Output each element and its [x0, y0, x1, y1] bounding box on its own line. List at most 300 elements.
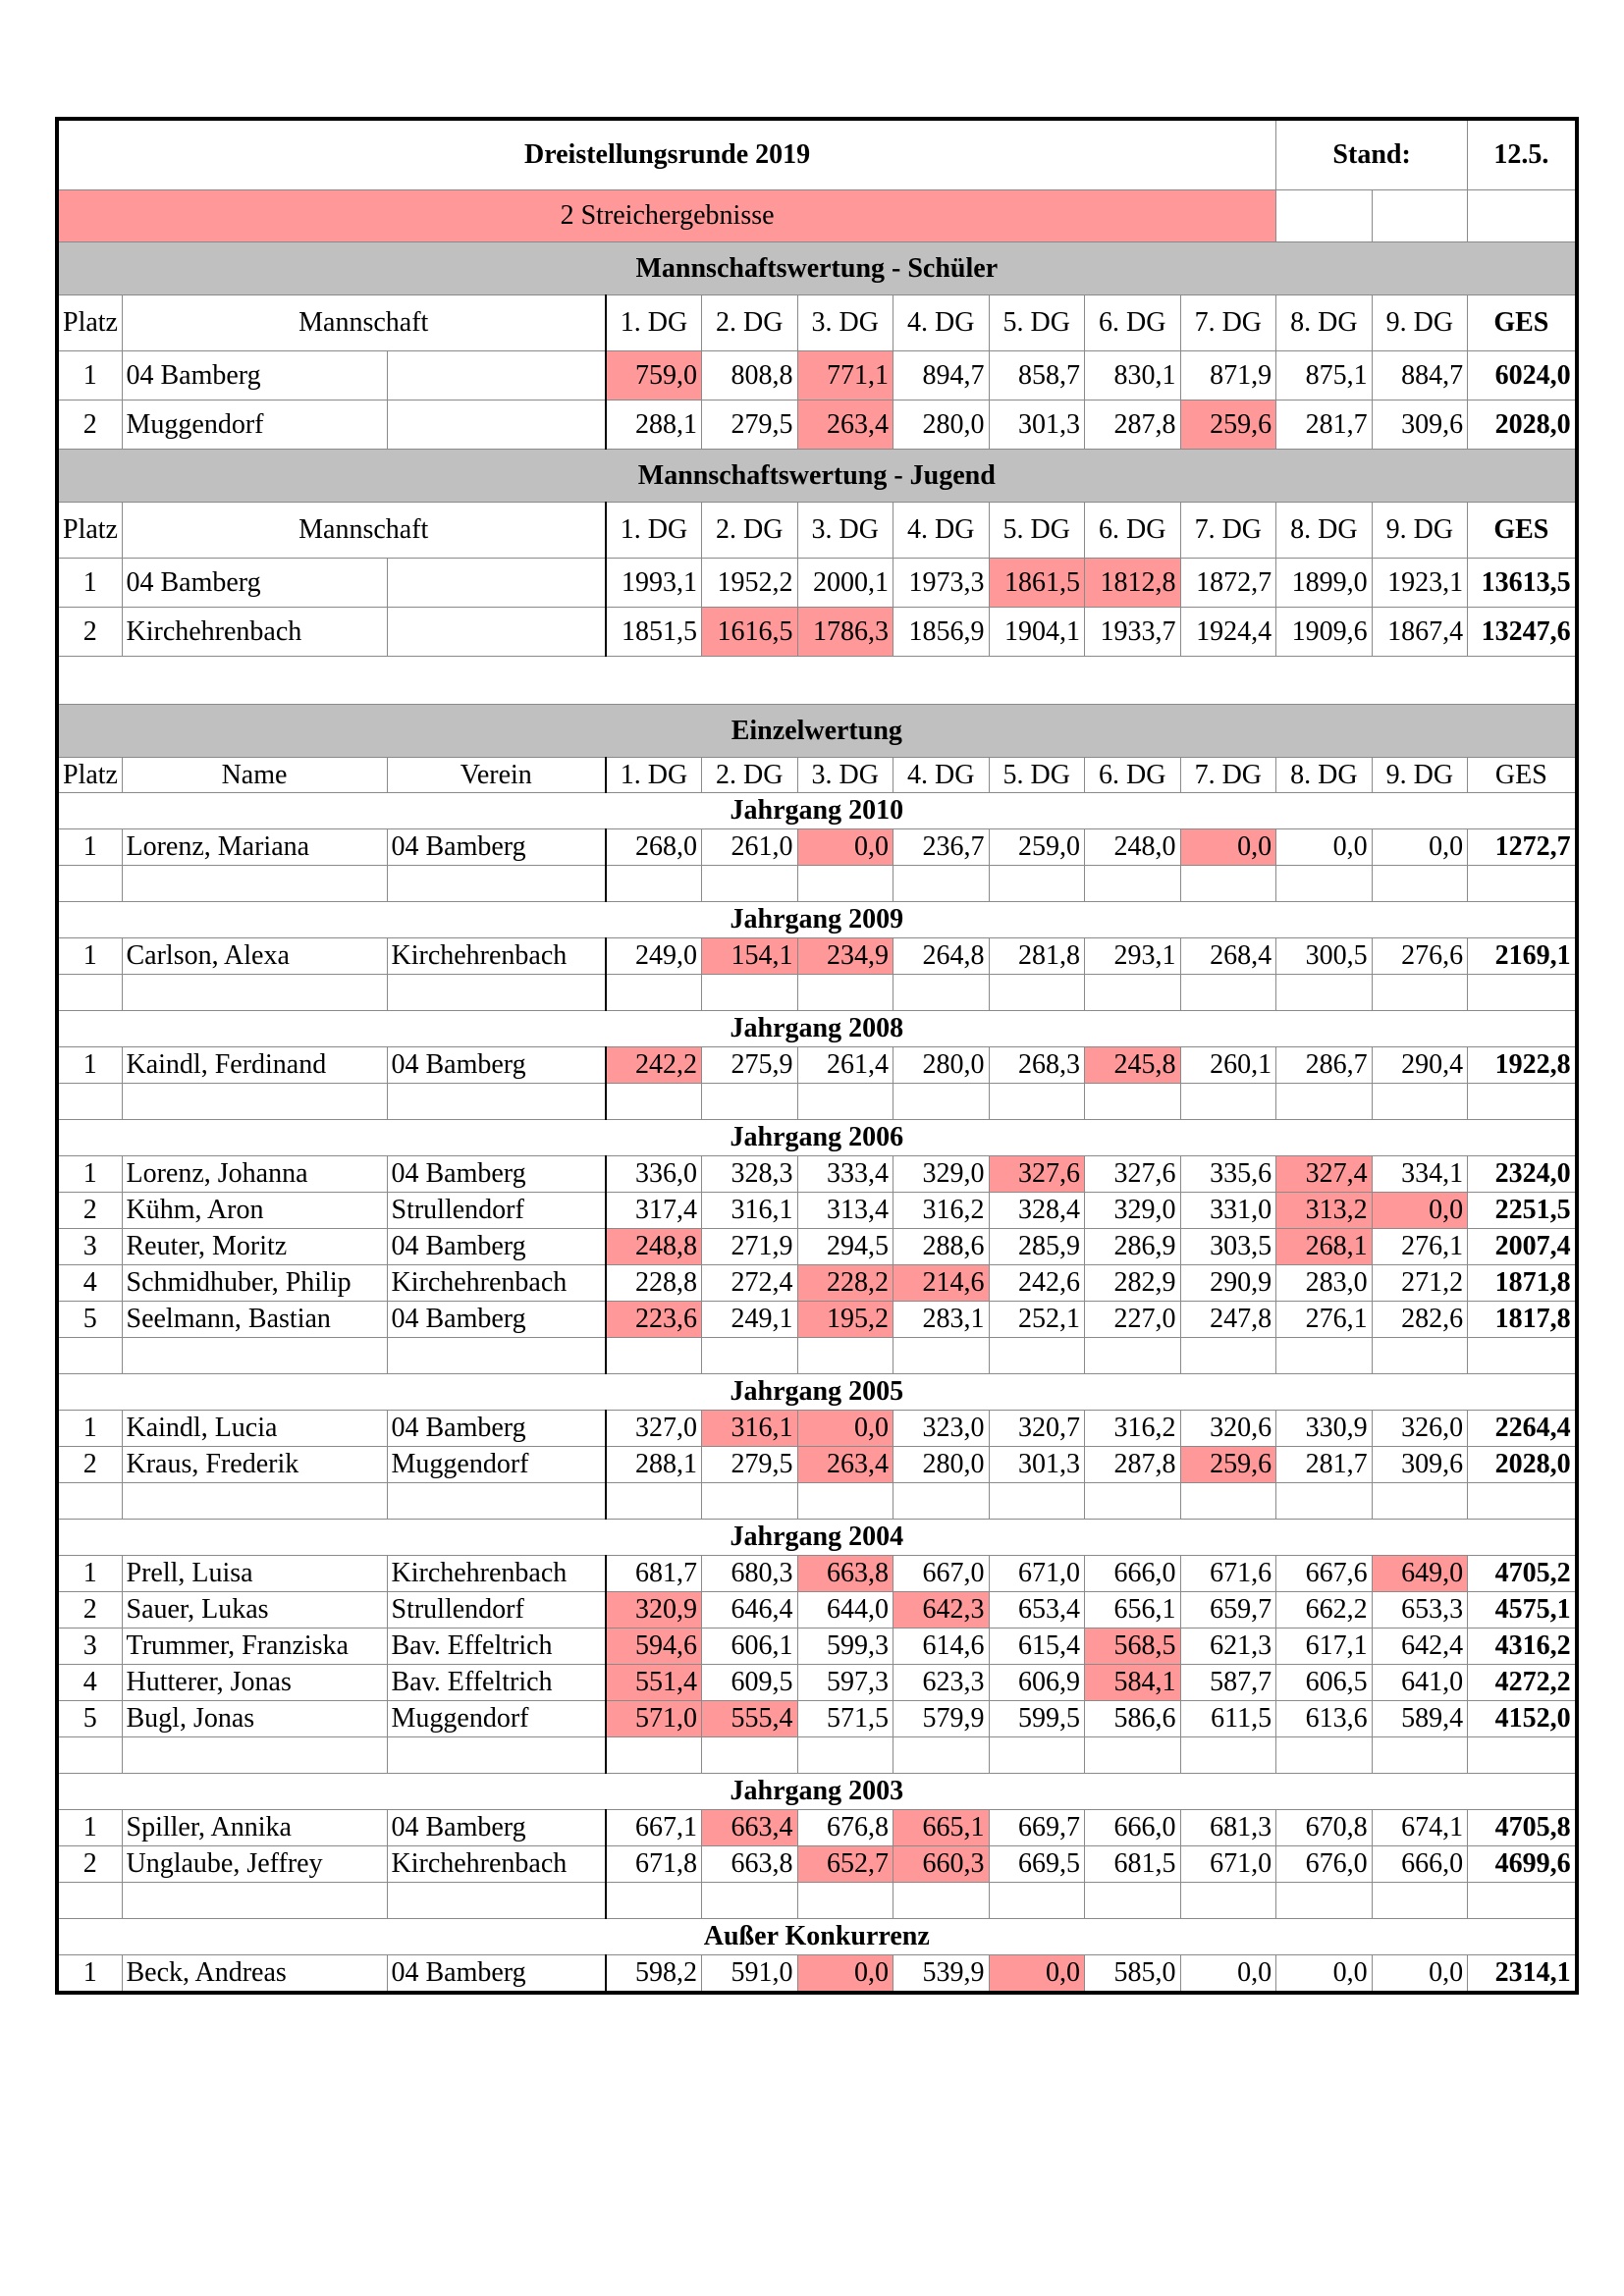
score-dg-8: 283,0 [1276, 1265, 1373, 1302]
empty-row [57, 1883, 1577, 1919]
club-name: Bav. Effeltrich [387, 1665, 606, 1701]
score-dg-5: 615,4 [989, 1629, 1085, 1665]
score-dg-2-struck: 663,4 [702, 1810, 798, 1846]
score-dg-3: 294,5 [797, 1229, 893, 1265]
empty-row [57, 1338, 1577, 1374]
shooter-row [57, 1047, 1577, 1084]
empty-cell [1372, 1084, 1468, 1120]
score-dg-9: 0,0 [1372, 829, 1468, 866]
empty-cell [989, 1084, 1085, 1120]
score-dg-9: 276,6 [1372, 938, 1468, 975]
empty-cell [122, 1084, 387, 1120]
score-dg-7: 671,6 [1180, 1556, 1276, 1592]
score-dg-1-struck: 594,6 [606, 1629, 702, 1665]
empty-cell [989, 1737, 1085, 1774]
score-dg-5: 268,3 [989, 1047, 1085, 1084]
empty-cell [1468, 1483, 1577, 1520]
score-dg-1: 317,4 [606, 1193, 702, 1229]
empty-cell [122, 1737, 387, 1774]
score-dg-4-struck: 665,1 [893, 1810, 990, 1846]
empty-cell [1180, 1883, 1276, 1919]
score-dg-4: 1856,9 [893, 608, 990, 657]
score-dg-5: 281,8 [989, 938, 1085, 975]
score-dg-9: 884,7 [1372, 351, 1468, 400]
score-dg-3-struck: 0,0 [797, 829, 893, 866]
team-name: Kirchehrenbach [122, 608, 387, 657]
score-dg-2: 261,0 [702, 829, 798, 866]
team-name: 04 Bamberg [122, 559, 387, 608]
col-dg-9: 9. DG [1372, 758, 1468, 793]
score-dg-6: 287,8 [1085, 1447, 1181, 1483]
score-dg-5: 301,3 [989, 1447, 1085, 1483]
score-dg-8: 613,6 [1276, 1701, 1373, 1737]
total-ges: 13613,5 [1468, 559, 1577, 608]
section-einzel-header [57, 705, 1577, 758]
score-dg-1: 336,0 [606, 1156, 702, 1193]
score-dg-3: 676,8 [797, 1810, 893, 1846]
empty-cell [1085, 1483, 1181, 1520]
score-dg-8: 286,7 [1276, 1047, 1373, 1084]
score-dg-8: 1909,6 [1276, 608, 1373, 657]
score-dg-7: 247,8 [1180, 1302, 1276, 1338]
score-dg-8: 617,1 [1276, 1629, 1373, 1665]
score-dg-8-struck: 268,1 [1276, 1229, 1373, 1265]
score-dg-2: 272,4 [702, 1265, 798, 1302]
score-dg-7: 303,5 [1180, 1229, 1276, 1265]
shooter-row [57, 1193, 1577, 1229]
club-name: 04 Bamberg [387, 1047, 606, 1084]
empty-cell [57, 975, 122, 1011]
shooter-name: Kühm, Aron [122, 1193, 387, 1229]
score-dg-3-struck: 195,2 [797, 1302, 893, 1338]
empty-cell [1180, 866, 1276, 902]
group-header [57, 1774, 1577, 1810]
empty-cell [606, 1883, 702, 1919]
col-mannschaft: Mannschaft [122, 503, 606, 559]
empty-cell [1468, 866, 1577, 902]
shooter-row [57, 1556, 1577, 1592]
platz: 1 [57, 1411, 122, 1447]
score-dg-1-struck: 571,0 [606, 1701, 702, 1737]
club-name: 04 Bamberg [387, 829, 606, 866]
score-dg-3-struck: 234,9 [797, 938, 893, 975]
col-ges: GES [1468, 758, 1577, 793]
score-dg-6: 666,0 [1085, 1810, 1181, 1846]
club-name: 04 Bamberg [387, 1411, 606, 1447]
club-name: 04 Bamberg [387, 1302, 606, 1338]
score-dg-4: 323,0 [893, 1411, 990, 1447]
empty-cell [57, 1338, 122, 1374]
shooter-name: Unglaube, Jeffrey [122, 1846, 387, 1883]
empty-row [57, 975, 1577, 1011]
team-row [57, 608, 1577, 657]
col-platz: Platz [57, 758, 122, 793]
score-dg-8: 875,1 [1276, 351, 1373, 400]
score-dg-2-struck: 154,1 [702, 938, 798, 975]
club-name: Strullendorf [387, 1193, 606, 1229]
score-dg-7: 1924,4 [1180, 608, 1276, 657]
score-dg-5-struck: 1861,5 [989, 559, 1085, 608]
score-dg-3-struck: 0,0 [797, 1955, 893, 1994]
score-dg-1: 671,8 [606, 1846, 702, 1883]
empty-cell [702, 1084, 798, 1120]
group-label: Außer Konkurrenz [57, 1919, 1577, 1955]
column-header-row [57, 758, 1577, 793]
score-dg-2-struck: 555,4 [702, 1701, 798, 1737]
empty-cell [606, 1737, 702, 1774]
empty-cell [702, 1883, 798, 1919]
col-dg-1: 1. DG [606, 758, 702, 793]
score-dg-8: 606,5 [1276, 1665, 1373, 1701]
empty-cell [122, 1338, 387, 1374]
score-dg-5: 653,4 [989, 1592, 1085, 1629]
score-dg-1: 681,7 [606, 1556, 702, 1592]
empty-cell [1276, 1483, 1373, 1520]
col-dg-5: 5. DG [989, 503, 1085, 559]
shooter-row [57, 1447, 1577, 1483]
shooter-name: Lorenz, Mariana [122, 829, 387, 866]
empty-cell [1468, 1883, 1577, 1919]
score-dg-4-struck: 642,3 [893, 1592, 990, 1629]
score-dg-1: 327,0 [606, 1411, 702, 1447]
platz: 1 [57, 351, 122, 400]
empty-cell [606, 866, 702, 902]
total-ges: 2007,4 [1468, 1229, 1577, 1265]
score-dg-9: 309,6 [1372, 400, 1468, 450]
empty-cell [387, 608, 606, 657]
empty-cell [1372, 975, 1468, 1011]
score-dg-4: 264,8 [893, 938, 990, 975]
col-dg-9: 9. DG [1372, 295, 1468, 351]
col-dg-1: 1. DG [606, 295, 702, 351]
score-dg-5: 606,9 [989, 1665, 1085, 1701]
score-dg-2: 663,8 [702, 1846, 798, 1883]
score-dg-6: 830,1 [1085, 351, 1181, 400]
empty-cell [57, 866, 122, 902]
group-header [57, 902, 1577, 938]
total-ges: 1817,8 [1468, 1302, 1577, 1338]
empty-cell [1468, 1338, 1577, 1374]
score-dg-4: 329,0 [893, 1156, 990, 1193]
shooter-row [57, 829, 1577, 866]
score-dg-8: 300,5 [1276, 938, 1373, 975]
score-dg-8: 667,6 [1276, 1556, 1373, 1592]
shooter-name: Kaindl, Ferdinand [122, 1047, 387, 1084]
score-dg-9: 271,2 [1372, 1265, 1468, 1302]
shooter-name: Hutterer, Jonas [122, 1665, 387, 1701]
score-dg-5: 320,7 [989, 1411, 1085, 1447]
col-ges: GES [1468, 503, 1577, 559]
empty-cell [387, 559, 606, 608]
empty-cell [57, 1737, 122, 1774]
score-dg-9: 282,6 [1372, 1302, 1468, 1338]
group-header [57, 793, 1577, 829]
group-label: Jahrgang 2003 [57, 1774, 1577, 1810]
platz: 1 [57, 559, 122, 608]
total-ges: 1272,7 [1468, 829, 1577, 866]
shooter-name: Schmidhuber, Philip [122, 1265, 387, 1302]
platz: 1 [57, 1556, 122, 1592]
score-dg-2: 271,9 [702, 1229, 798, 1265]
platz: 5 [57, 1701, 122, 1737]
score-dg-1-struck: 248,8 [606, 1229, 702, 1265]
empty-cell [1085, 975, 1181, 1011]
club-name: Bav. Effeltrich [387, 1629, 606, 1665]
platz: 4 [57, 1665, 122, 1701]
score-dg-5: 301,3 [989, 400, 1085, 450]
total-ges: 4575,1 [1468, 1592, 1577, 1629]
empty-cell [893, 866, 990, 902]
group-label: Jahrgang 2008 [57, 1011, 1577, 1047]
platz: 2 [57, 400, 122, 450]
score-dg-4-struck: 214,6 [893, 1265, 990, 1302]
score-dg-2: 316,1 [702, 1193, 798, 1229]
shooter-name: Seelmann, Bastian [122, 1302, 387, 1338]
score-dg-9: 290,4 [1372, 1047, 1468, 1084]
score-dg-8-struck: 313,2 [1276, 1193, 1373, 1229]
total-ges: 4705,8 [1468, 1810, 1577, 1846]
score-dg-1: 667,1 [606, 1810, 702, 1846]
total-ges: 13247,6 [1468, 608, 1577, 657]
score-dg-5: 328,4 [989, 1193, 1085, 1229]
team-name: Muggendorf [122, 400, 387, 450]
empty-cell [122, 866, 387, 902]
score-dg-7: 331,0 [1180, 1193, 1276, 1229]
score-dg-3: 599,3 [797, 1629, 893, 1665]
shooter-row [57, 1265, 1577, 1302]
total-ges: 2314,1 [1468, 1955, 1577, 1994]
score-dg-3-struck: 263,4 [797, 400, 893, 450]
empty-cell [989, 866, 1085, 902]
score-dg-2: 680,3 [702, 1556, 798, 1592]
score-dg-3-struck: 263,4 [797, 1447, 893, 1483]
score-dg-1: 598,2 [606, 1955, 702, 1994]
score-dg-6-struck: 245,8 [1085, 1047, 1181, 1084]
platz: 2 [57, 1447, 122, 1483]
empty-cell [1085, 866, 1181, 902]
col-verein: Verein [387, 758, 606, 793]
empty-cell [387, 866, 606, 902]
empty-row [57, 866, 1577, 902]
score-dg-2-struck: 316,1 [702, 1411, 798, 1447]
empty-cell [122, 1483, 387, 1520]
empty-cell [122, 975, 387, 1011]
col-dg-7: 7. DG [1180, 295, 1276, 351]
score-dg-4: 280,0 [893, 400, 990, 450]
empty-cell [387, 1737, 606, 1774]
col-dg-6: 6. DG [1085, 758, 1181, 793]
empty-cell [1468, 190, 1577, 242]
score-dg-2: 606,1 [702, 1629, 798, 1665]
empty-cell [57, 1084, 122, 1120]
score-dg-8: 281,7 [1276, 1447, 1373, 1483]
empty-cell [797, 1483, 893, 1520]
total-ges: 2028,0 [1468, 1447, 1577, 1483]
score-dg-1: 288,1 [606, 400, 702, 450]
empty-cell [1372, 1483, 1468, 1520]
empty-cell [702, 1737, 798, 1774]
score-dg-7: 260,1 [1180, 1047, 1276, 1084]
col-dg-1: 1. DG [606, 503, 702, 559]
total-ges: 1871,8 [1468, 1265, 1577, 1302]
empty-cell [1180, 1084, 1276, 1120]
empty-cell [1468, 975, 1577, 1011]
total-ges: 2324,0 [1468, 1156, 1577, 1193]
shooter-name: Kraus, Frederik [122, 1447, 387, 1483]
shooter-row [57, 1846, 1577, 1883]
empty-cell [1180, 1737, 1276, 1774]
score-dg-5: 858,7 [989, 351, 1085, 400]
score-dg-2: 609,5 [702, 1665, 798, 1701]
col-dg-8: 8. DG [1276, 503, 1373, 559]
score-dg-6: 329,0 [1085, 1193, 1181, 1229]
score-dg-5: 599,5 [989, 1701, 1085, 1737]
empty-cell [1372, 190, 1468, 242]
score-dg-4: 667,0 [893, 1556, 990, 1592]
score-dg-8: 662,2 [1276, 1592, 1373, 1629]
shooter-name: Bugl, Jonas [122, 1701, 387, 1737]
score-dg-9: 642,4 [1372, 1629, 1468, 1665]
score-dg-7-struck: 0,0 [1180, 829, 1276, 866]
score-dg-9: 1867,4 [1372, 608, 1468, 657]
empty-cell [893, 1737, 990, 1774]
empty-cell [1276, 1338, 1373, 1374]
score-dg-1: 288,1 [606, 1447, 702, 1483]
shooter-name: Reuter, Moritz [122, 1229, 387, 1265]
total-ges: 4705,2 [1468, 1556, 1577, 1592]
score-dg-7: 621,3 [1180, 1629, 1276, 1665]
group-header [57, 1520, 1577, 1556]
score-dg-2: 275,9 [702, 1047, 798, 1084]
score-dg-6: 585,0 [1085, 1955, 1181, 1994]
col-dg-4: 4. DG [893, 295, 990, 351]
score-dg-8: 281,7 [1276, 400, 1373, 450]
score-dg-7: 0,0 [1180, 1955, 1276, 1994]
col-dg-2: 2. DG [702, 503, 798, 559]
score-dg-4: 579,9 [893, 1701, 990, 1737]
score-dg-9: 641,0 [1372, 1665, 1468, 1701]
total-ges: 4152,0 [1468, 1701, 1577, 1737]
group-label: Jahrgang 2004 [57, 1520, 1577, 1556]
shooter-name: Prell, Luisa [122, 1556, 387, 1592]
score-dg-5: 669,5 [989, 1846, 1085, 1883]
score-dg-5: 242,6 [989, 1265, 1085, 1302]
score-dg-3: 571,5 [797, 1701, 893, 1737]
total-ges: 2264,4 [1468, 1411, 1577, 1447]
platz: 1 [57, 829, 122, 866]
platz: 2 [57, 1846, 122, 1883]
shooter-row [57, 1229, 1577, 1265]
shooter-row [57, 1955, 1577, 1994]
empty-cell [989, 1883, 1085, 1919]
shooter-name: Lorenz, Johanna [122, 1156, 387, 1193]
col-dg-5: 5. DG [989, 758, 1085, 793]
score-dg-6-struck: 568,5 [1085, 1629, 1181, 1665]
col-dg-7: 7. DG [1180, 503, 1276, 559]
score-dg-7: 268,4 [1180, 938, 1276, 975]
score-dg-7: 871,9 [1180, 351, 1276, 400]
platz: 1 [57, 1810, 122, 1846]
empty-cell [387, 975, 606, 1011]
score-dg-3: 261,4 [797, 1047, 893, 1084]
score-dg-7-struck: 259,6 [1180, 400, 1276, 450]
col-dg-4: 4. DG [893, 758, 990, 793]
shooter-row [57, 1302, 1577, 1338]
score-dg-7: 290,9 [1180, 1265, 1276, 1302]
score-dg-3: 644,0 [797, 1592, 893, 1629]
empty-cell [1276, 1737, 1373, 1774]
empty-cell [797, 1338, 893, 1374]
empty-cell [893, 1084, 990, 1120]
col-mannschaft: Mannschaft [122, 295, 606, 351]
score-dg-8: 1899,0 [1276, 559, 1373, 608]
col-dg-6: 6. DG [1085, 295, 1181, 351]
platz: 1 [57, 1156, 122, 1193]
platz: 4 [57, 1265, 122, 1302]
score-dg-1-struck: 320,9 [606, 1592, 702, 1629]
team-row [57, 351, 1577, 400]
shooter-name: Trummer, Franziska [122, 1629, 387, 1665]
score-dg-5: 252,1 [989, 1302, 1085, 1338]
score-dg-9: 589,4 [1372, 1701, 1468, 1737]
empty-cell [1276, 975, 1373, 1011]
empty-cell [1085, 1883, 1181, 1919]
score-dg-2: 1952,2 [702, 559, 798, 608]
club-name: Strullendorf [387, 1592, 606, 1629]
score-dg-7: 587,7 [1180, 1665, 1276, 1701]
empty-cell [387, 1084, 606, 1120]
score-dg-1-struck: 551,4 [606, 1665, 702, 1701]
shooter-row [57, 1701, 1577, 1737]
score-dg-3-struck: 0,0 [797, 1411, 893, 1447]
empty-cell [606, 1483, 702, 1520]
score-dg-5: 285,9 [989, 1229, 1085, 1265]
group-header [57, 1919, 1577, 1955]
score-dg-4: 539,9 [893, 1955, 990, 1994]
empty-cell [893, 1483, 990, 1520]
score-dg-1: 1993,1 [606, 559, 702, 608]
score-dg-2: 328,3 [702, 1156, 798, 1193]
score-dg-9: 334,1 [1372, 1156, 1468, 1193]
col-platz: Platz [57, 503, 122, 559]
empty-cell [1276, 1084, 1373, 1120]
score-dg-4: 280,0 [893, 1047, 990, 1084]
score-dg-6: 227,0 [1085, 1302, 1181, 1338]
col-dg-9: 9. DG [1372, 503, 1468, 559]
score-dg-3-struck: 663,8 [797, 1556, 893, 1592]
empty-cell [797, 866, 893, 902]
score-dg-7: 671,0 [1180, 1846, 1276, 1883]
score-dg-1-struck: 223,6 [606, 1302, 702, 1338]
empty-cell [1180, 1338, 1276, 1374]
empty-cell [57, 1883, 122, 1919]
club-name: Muggendorf [387, 1701, 606, 1737]
club-name: 04 Bamberg [387, 1229, 606, 1265]
empty-cell [606, 1338, 702, 1374]
empty-cell [606, 1084, 702, 1120]
score-dg-9: 326,0 [1372, 1411, 1468, 1447]
shooter-row [57, 1665, 1577, 1701]
score-dg-4: 894,7 [893, 351, 990, 400]
empty-cell [1468, 1084, 1577, 1120]
score-dg-3: 313,4 [797, 1193, 893, 1229]
empty-cell [1276, 1883, 1373, 1919]
score-dg-6: 286,9 [1085, 1229, 1181, 1265]
shooter-row [57, 1810, 1577, 1846]
empty-cell [797, 975, 893, 1011]
col-dg-3: 3. DG [797, 295, 893, 351]
section-jugend-title: Mannschaftswertung - Jugend [57, 450, 1577, 503]
